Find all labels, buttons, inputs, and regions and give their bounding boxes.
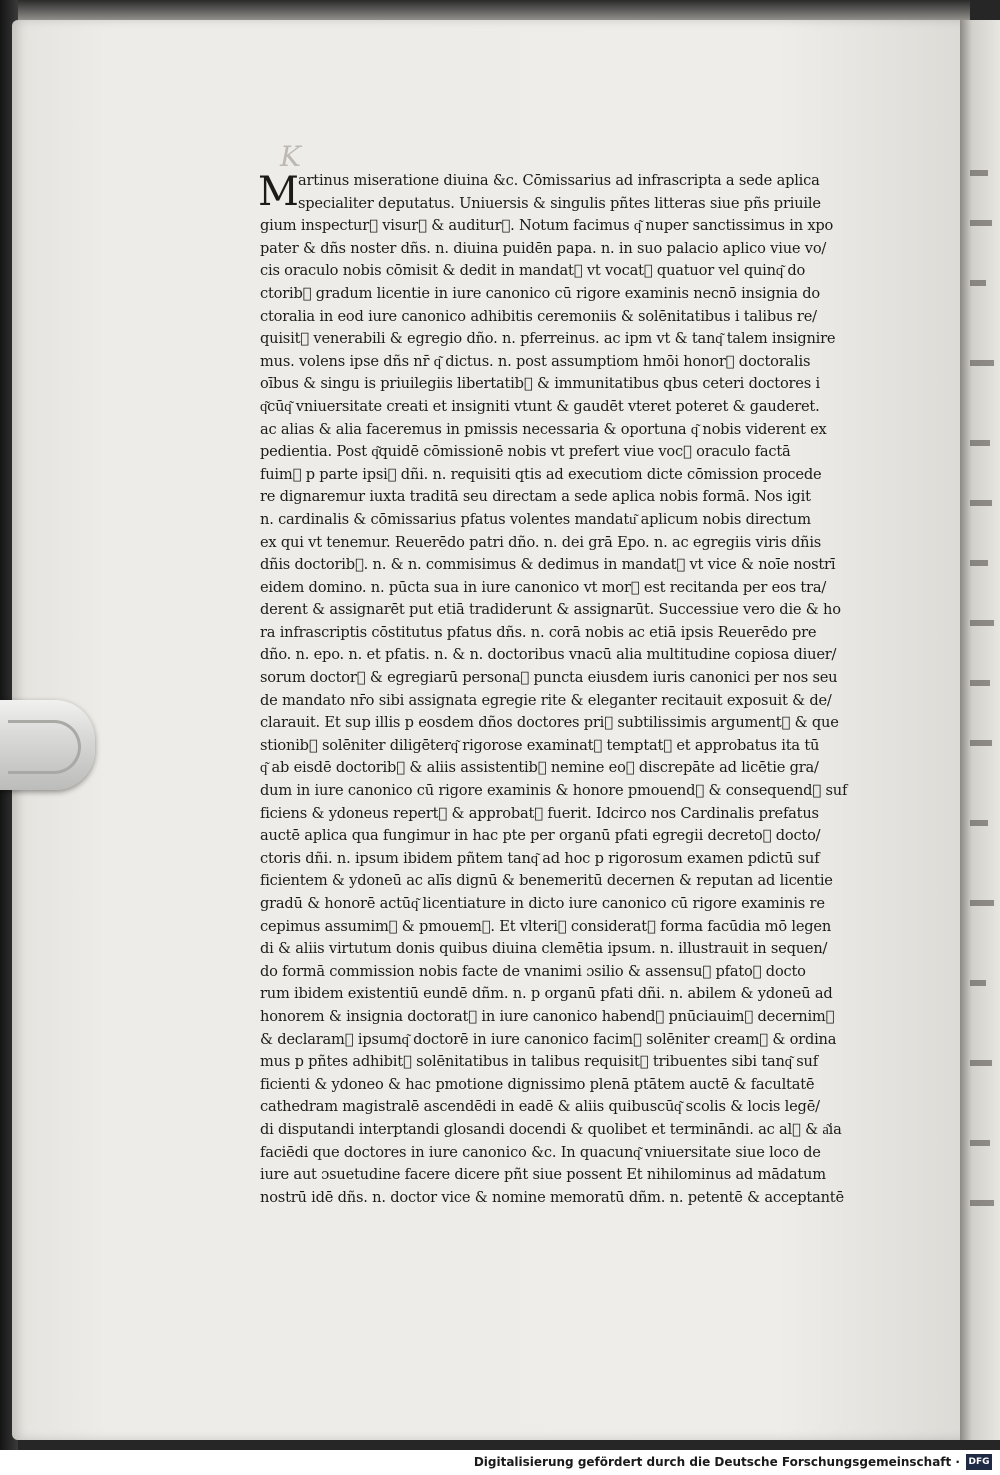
text-lines	[260, 170, 896, 1209]
text-line: ctorib᷒ gradum licentie in iure canonico cū rigore examinis necnō insignia do	[260, 284, 820, 302]
text-line: n. cardinalis & cōmissarius pfatus volentes mandatu͂ aplicum nobis directum	[260, 510, 811, 528]
text-line: mus. volens ipse dñs nr̄ q͂ dictus. n. post assumptiom hmōi honor᷒ doctoralis	[260, 352, 811, 370]
scan-top-shadow	[12, 0, 970, 22]
text-line: oībus & singu is priuilegiis libertatib᷒ & immunitatibus qbus ceteri doctores i	[260, 375, 820, 393]
text-line: q͂ ab eisdē doctorib᷒ & aliis assistentib᷒ nemine eo᷒ discrepāte ad licētie gra/	[260, 759, 819, 777]
dfg-logo-icon: DFG	[966, 1454, 992, 1470]
text-line: fuim᷒ p parte ipsi᷒ dñi. n. requisiti qtis ad executiom dicte cōmission procede	[260, 465, 822, 483]
text-line: cathedram magistralē ascendēdi in eadē & aliis quibuscūq͂ scolis & locis legē/	[260, 1098, 820, 1116]
text-line: stionib᷒ solēniter diligēterq͂ rigorose examinat᷒ temptat᷒ et approbatus ita tū	[260, 736, 820, 754]
decorated-initial: M	[258, 169, 299, 215]
text-line: rum ibidem existentiū eundē dñm. n. p organū pfati dñi. n. abilem & ydoneū ad	[260, 985, 833, 1003]
text-line: eidem domino. n. pūcta sua in iure canonico vt mor᷒ est recitanda per eos tra/	[260, 578, 827, 596]
text-line: & declaram᷒ ipsumq͂ doctorē in iure canonico facim᷒ solēniter cream᷒ & ordina	[260, 1030, 837, 1048]
text-line: di & aliis virtutum donis quibus diuina clemētia ipsum. n. illustrauit in sequen/	[260, 940, 828, 958]
text-line: dum in iure canonico cū rigore examinis & honore pmouend᷒ & consequend᷒ suf	[260, 782, 848, 800]
text-line: gium inspectur᷒ visur᷒ & auditur᷒. Notum facimus q͂ nuper sanctissimus in xpo	[260, 217, 834, 235]
dfg-credit: Digitalisierung gefördert durch die Deutsche Forschungsgemeinschaft ·	[473, 1455, 960, 1469]
text-line: pater & dñs noster dñs. n. diuina puidēn papa. n. in suo palacio aplico viue vo/	[260, 239, 827, 257]
text-block	[260, 170, 896, 1209]
page-mark: K	[280, 140, 301, 173]
text-line: sorum doctor᷒ & egregiarū persona᷒ puncta eiusdem iuris canonici per nos seu	[260, 669, 838, 687]
text-line: specialiter deputatus. Uniuersis & singulis pñtes litteras siue pñs priuile	[298, 194, 821, 212]
text-line: faciēdi que doctores in iure canonico &c. In quacunq͂ vniuersitate siue loco de	[260, 1143, 821, 1161]
text-line: do formā commission nobis facte de vnanimi ɔsilio & assensu᷒ pfato᷒ docto	[260, 962, 806, 980]
footer-bar	[0, 1450, 1000, 1475]
text-line: ficienti & ydoneo & hac pmotione dignissimo plenā ptātem auctē & facultatē	[260, 1075, 815, 1093]
text-line: ac alias & alia faceremus in pmissis necessaria & oportuna q͂ nobis viderent ex	[260, 420, 827, 438]
text-line: re dignaremur iuxta traditā seu directam a sede aplica nobis formā. Nos igit	[260, 488, 811, 506]
text-line: ra infrascriptis cōstitutus pfatus dñs. n. corā nobis ac etiā ipsis Reuerēdo pre	[260, 623, 817, 641]
text-line: clarauit. Et sup illis p eosdem dños doctores pri᷒ subtilissimis argument᷒ & que	[260, 714, 839, 732]
page-clip	[0, 700, 95, 790]
text-line: pedientia. Post q͂quidē cōmissionē nobis vt prefert viue voc᷒ oraculo factā	[260, 443, 791, 461]
text-line: ctoris dñi. n. ipsum ibidem pñtem tanq͂ ad hoc p rigorosum examen pdictū suf	[260, 849, 820, 867]
text-line: artinus miseratione diuina &c. Cōmissarius ad infrascripta a sede aplica	[298, 172, 820, 189]
text-line: ex qui vt tenemur. Reuerēdo patri dño. n. dei grā Epo. n. ac egregiis viris dñis	[260, 533, 822, 551]
text-line: honorem & insignia doctorat᷒ in iure canonico habend᷒ pnūciauim᷒ decernim᷒	[260, 1007, 835, 1025]
text-line: di disputandi interptandi glosandi docendi & quolibet et termināndi. ac al᷒ & a͂ia	[260, 1120, 842, 1138]
text-line: ctoralia in eod iure canonico adhibitis ceremoniis & solēnitatibus i talibus re/	[260, 307, 817, 325]
text-line: auctē aplica qua fungimur in hac pte per organū pfati egregii decreto᷒ docto/	[260, 827, 821, 845]
text-line: cis oraculo nobis cōmisit & dedit in mandat᷒ vt vocat᷒ quatuor vel quinq͂ do	[260, 262, 806, 280]
text-line: dñis doctorib᷒. n. & n. commisimus & dedimus in mandat᷒ vt vice & noīe nostrī	[260, 556, 836, 574]
text-line: quisit᷒ venerabili & egregio dño. n. pferreinus. ac ipm vt & tanq͂ talem insignire	[260, 330, 836, 348]
manuscript-page	[12, 20, 970, 1440]
text-line: mus p pñtes adhibit᷒ solēnitatibus in talibus requisit᷒ tribuentes sibi tanq͂ suf	[260, 1053, 818, 1071]
text-line: cepimus assumim᷒ & pmouem᷒. Et vlteri᷒ considerat᷒ forma facūdia mō legen	[260, 917, 832, 935]
text-line: ficientem & ydoneū ac alīs dignū & benemeritū decernen & reputan ad licentie	[260, 872, 833, 890]
text-line: gradū & honorē actūq͂ licentiature in dicto iure canonico cū rigore examinis re	[260, 895, 825, 912]
text-line: de mandato nr̄o sibi assignata egregie rite & eleganter recitauit exposuit & de/	[260, 691, 832, 709]
text-line: ficiens & ydoneus repert᷒ & approbat᷒ fuerit. Idcirco nos Cardinalis prefatus	[260, 804, 819, 822]
adjacent-page-edge	[960, 20, 1000, 1440]
text-line: dño. n. epo. n. et pfatis. n. & n. doctoribus vnacū alia multitudine copiosa diuer/	[260, 646, 837, 664]
text-line: iure aut ɔsuetudine facere dicere pñt siue possent Et nihilominus ad mādatum	[260, 1166, 826, 1184]
text-line: derent & assignarēt put etiā tradiderunt & assignarūt. Successiue vero die & ho	[260, 601, 841, 619]
text-line: q͂cūq͂ vniuersitate creati et insigniti vtunt & gaudēt vteret poteret & gauderet.	[260, 397, 820, 415]
text-line: nostrū idē dñs. n. doctor vice & nomine memoratū dñm. n. petentē & acceptantē	[260, 1188, 844, 1206]
